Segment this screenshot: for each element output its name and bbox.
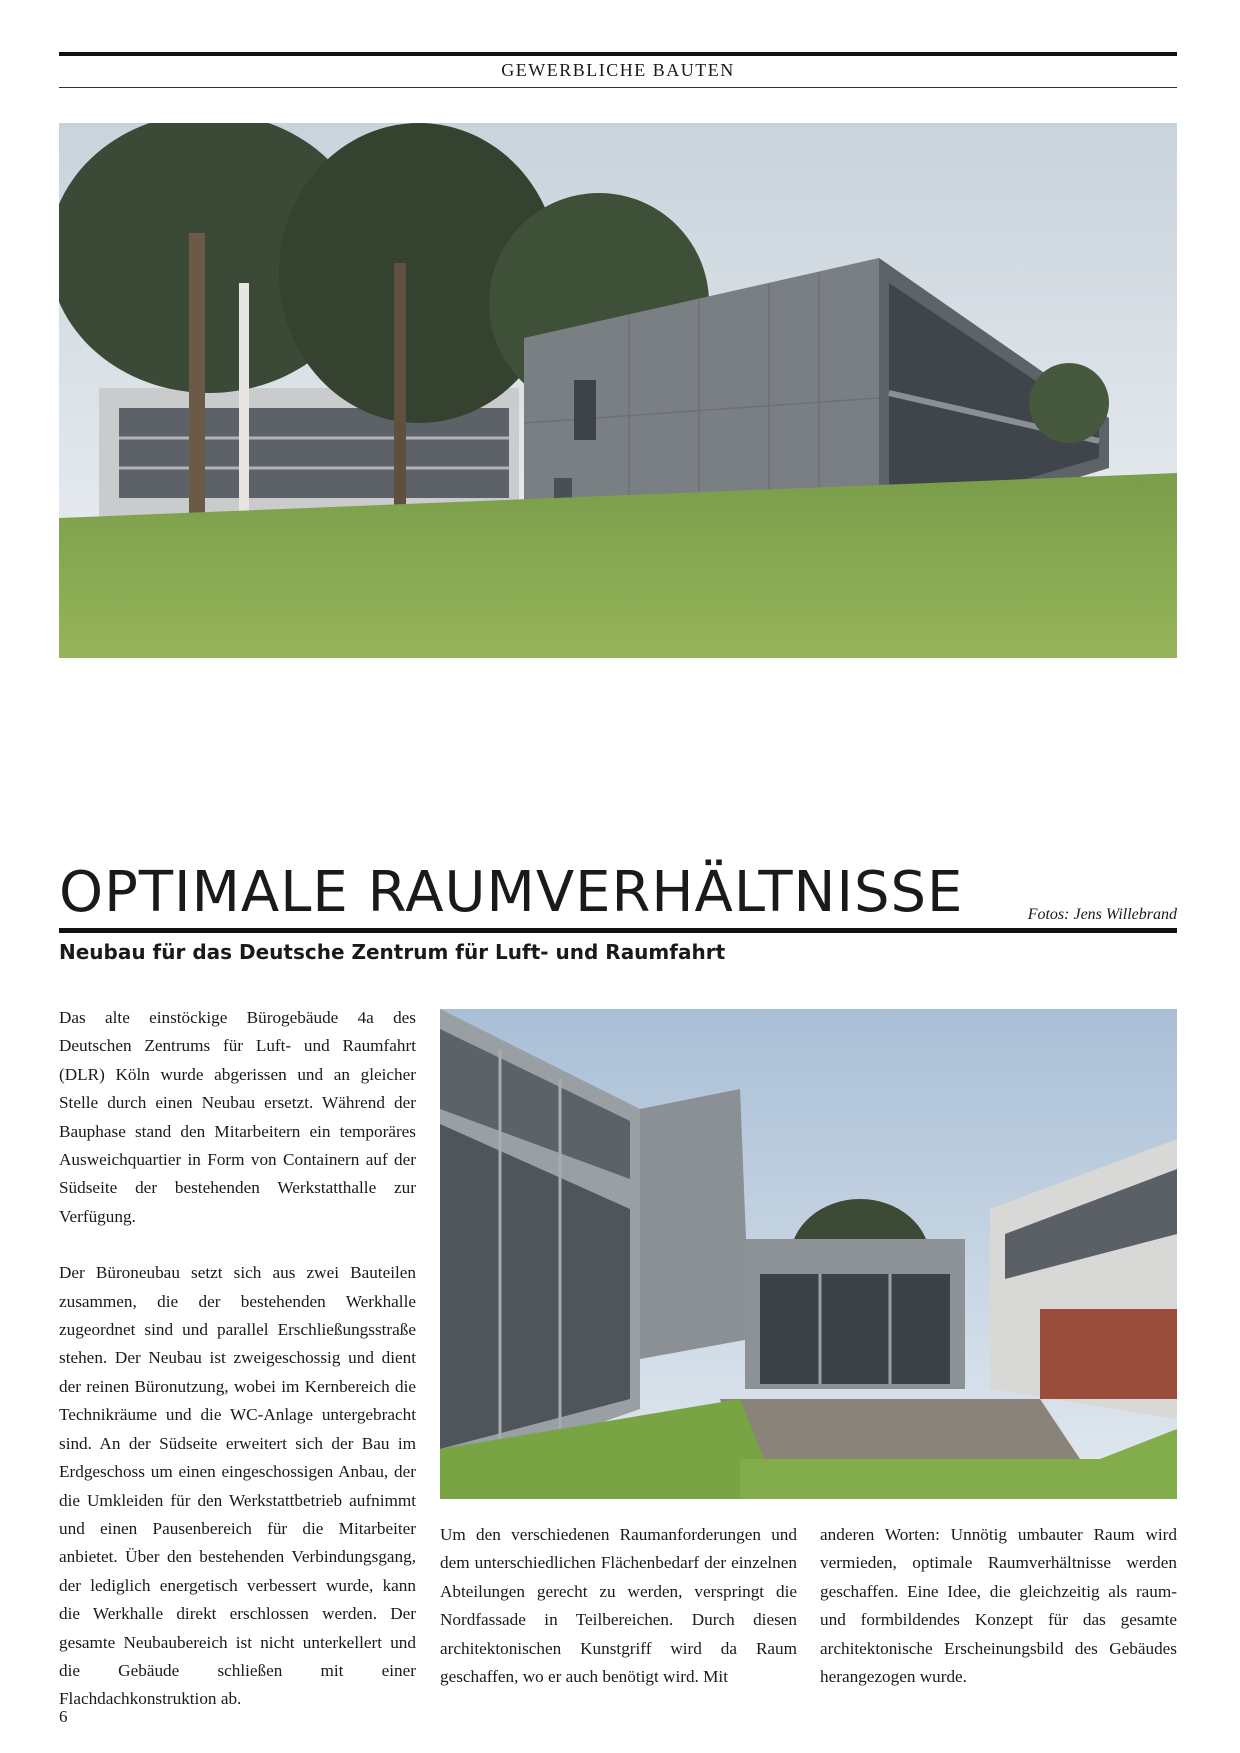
paragraph: Das alte einstöckige Bürogebäude 4a des Deutschen Zentrums für Luft- und Raumfahrt (DLR) Köln wurde abgerissen und an gleicher Stelle durch einen Neubau ersetzt. Während der Bauphase stand den Mitarbeitern ein temporäres Ausweichquartier in Form von Containern auf der Südseite der bestehenden Werkstatthalle zur Verfügung. [59,1008,416,1226]
paragraph: Um den verschiedenen Raumanforderungen und dem unterschiedlichen Flächenbedarf der einzelnen Abteilungen gerecht zu werden, verspringt die Nordfassade in Teilbereichen. Durch diesen architektonischen Kunstgriff wird da Raum geschaffen, wo er auch benötigt wird. Mit [440,1525,797,1687]
building-exterior-photo [59,123,1177,658]
header-rule-bottom [59,87,1177,88]
photo-credit: Fotos: Jens Willebrand [1027,906,1177,923]
paragraph: Der Büroneubau setzt sich aus zwei Bauteilen zusammen, die der bestehenden Werkhalle zugeordnet sind und parallel Erschließungsstraße stehen. Der Neubau ist zweigeschossig und dient der reinen Büronutzung, wobei im Kernbereich die Technikräume und die WC-Anlage untergebracht sind. An der Südseite erweitert sich der Bau im Erdgeschoss um einen eingeschossigen Anbau, der die Umkleiden für den Werkstattbetrieb aufnimmt und einen Pausenbereich für die Mitarbeiter anbietet. Über den bestehenden Verbindungsgang, der lediglich energetisch verbessert wurde, kann die Werkhalle direkt erschlossen werden. Der gesamte Neubaubereich ist nicht unterkellert und die Gebäude schließen mit einer Flachdachkonstruktion ab. [59,1263,416,1709]
text-column-3 [820,1521,1177,1691]
article-subtitle: Neubau für das Deutsche Zentrum für Luft- und Raumfahrt [59,940,726,964]
text-column-2 [440,1521,797,1691]
courtyard-photo [440,1009,1177,1499]
text-column-1 [59,1004,416,1714]
header-rule-top [59,52,1177,56]
section-label: GEWERBLICHE BAUTEN [501,60,735,80]
page-number: 6 [59,1707,68,1726]
article-title: OPTIMALE RAUMVERHÄLTNISSE [59,860,964,925]
paragraph: anderen Worten: Unnötig umbauter Raum wird vermieden, optimale Raumverhältnisse werden geschaffen. Eine Idee, die gleichzeitig als raum- und formbildendes Konzept für das gesamte architektonische Erscheinungsbild des Gebäudes herangezogen wurde. [820,1525,1177,1687]
title-rule [59,928,1177,933]
